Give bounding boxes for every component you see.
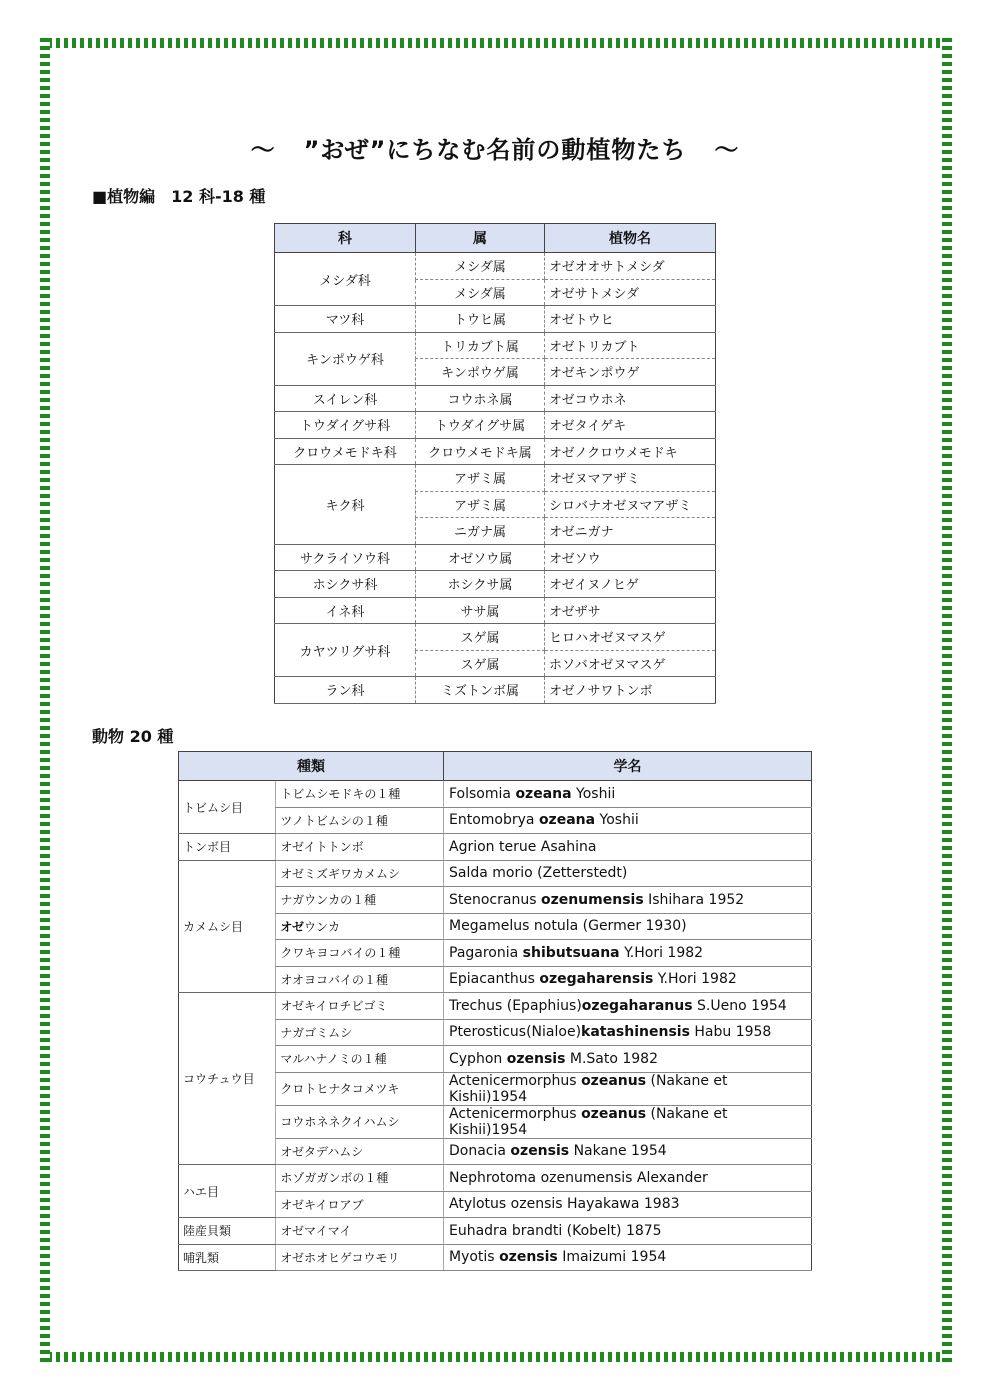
text-run: オゼキイロアブ	[280, 1197, 364, 1212]
text-run: トビムシモドキの１種	[280, 787, 401, 802]
plant-header-genus: 属	[416, 224, 545, 253]
text-run: Actenicermorphus	[449, 1072, 582, 1089]
animal-scientific-name-cell	[444, 807, 812, 834]
plant-family-cell: クロウメモドキ科	[275, 438, 416, 465]
bold-text: ozeana	[538, 812, 596, 829]
animal-order-cell: ハエ目	[179, 1165, 276, 1218]
plant-family-cell: カヤツリグサ科	[275, 624, 416, 677]
animal-japanese-name-cell	[276, 1072, 444, 1105]
border-left	[40, 38, 50, 1362]
text-run: Entomobrya	[449, 812, 539, 829]
animal-japanese-name-cell	[276, 1105, 444, 1138]
plant-name-cell: オゼトウヒ	[545, 306, 716, 333]
bold-text: ozenumensis	[540, 891, 644, 908]
text-run: Euhadra brandti (Kobelt) 1875	[449, 1222, 662, 1239]
text-run: Folsomia	[449, 785, 516, 802]
animal-header-scientific: 学名	[444, 752, 812, 781]
table-row	[275, 544, 716, 571]
plant-family-cell: イネ科	[275, 597, 416, 624]
plant-name-cell: オゼコウホネ	[545, 385, 716, 412]
text-run: M.Sato 1982	[565, 1050, 659, 1067]
animal-scientific-name-cell	[444, 1072, 812, 1105]
bold-text: ozensis	[510, 1143, 570, 1160]
text-run: ツノトビムシの１種	[280, 813, 388, 828]
plant-genus-cell: スゲ属	[416, 650, 545, 677]
animal-order-cell: トンボ目	[179, 834, 276, 861]
table-row	[275, 624, 716, 651]
table-row	[179, 1165, 812, 1192]
animal-scientific-name-cell	[444, 887, 812, 914]
animal-scientific-name-cell	[444, 1244, 812, 1271]
bold-text: ozeana	[515, 785, 572, 802]
animal-japanese-name-cell	[276, 1165, 444, 1192]
text-run: Actenicermorphus	[449, 1105, 582, 1122]
text-run: オゼミズギワカメムシ	[280, 866, 401, 881]
plant-genus-cell: ササ属	[416, 597, 545, 624]
plant-name-cell: オゼイヌノヒゲ	[545, 571, 716, 598]
text-run: Imaizumi 1954	[557, 1249, 667, 1266]
plant-genus-cell: クロウメモドキ属	[416, 438, 545, 465]
table-row	[179, 781, 812, 808]
bold-text: ozegaharensis	[539, 971, 654, 988]
plant-family-cell: ホシクサ科	[275, 571, 416, 598]
animal-order-cell: コウチュウ目	[179, 993, 276, 1165]
text-run: ホゾガガンボの１種	[280, 1171, 389, 1186]
plant-genus-cell: トウダイグサ属	[416, 412, 545, 439]
table-row	[275, 306, 716, 333]
plant-genus-cell: キンポウゲ属	[416, 359, 545, 386]
plant-header-name: 植物名	[545, 224, 716, 253]
plant-name-cell: オゼトリカブト	[545, 332, 716, 359]
animal-scientific-name-cell	[444, 940, 812, 967]
animal-japanese-name-cell	[276, 860, 444, 887]
plant-name-cell: オゼタイゲキ	[545, 412, 716, 439]
animal-japanese-name-cell	[276, 966, 444, 993]
animal-japanese-name-cell	[276, 1191, 444, 1218]
text-run: Trechus (Epaphius)	[449, 997, 582, 1014]
plant-genus-cell: アザミ属	[416, 465, 545, 492]
plant-name-cell: オゼオオサトメシダ	[545, 253, 716, 280]
plant-name-cell: オゼソウ	[545, 544, 716, 571]
text-run: S.Ueno 1954	[692, 997, 787, 1014]
text-run: オゼホオヒゲコウモリ	[280, 1250, 400, 1265]
plant-family-cell: ラン科	[275, 677, 416, 704]
plant-name-cell: ホソバオゼヌマスゲ	[545, 650, 716, 677]
text-run: Salda morio (Zetterstedt)	[449, 865, 628, 882]
bold-text: ozeanus	[581, 1105, 647, 1122]
animal-japanese-name-cell	[276, 807, 444, 834]
table-row	[179, 993, 812, 1020]
animals-heading: 動物 20 種	[92, 727, 174, 746]
animal-japanese-name-cell	[276, 913, 444, 940]
text-run: Nakane 1954	[569, 1143, 667, 1160]
plant-name-cell: ヒロハオゼヌマスゲ	[545, 624, 716, 651]
bold-text: ozensis	[499, 1249, 558, 1266]
text-run: コウホネネクイハムシ	[280, 1115, 400, 1129]
table-row	[179, 834, 812, 861]
text-run: Pterosticus(Nialoe)	[449, 1024, 582, 1041]
table-row	[275, 385, 716, 412]
animal-scientific-name-cell	[444, 913, 812, 940]
animal-scientific-name-cell	[444, 1218, 812, 1245]
bold-text: ozegaharanus	[581, 997, 693, 1014]
text-run: Myotis	[449, 1249, 500, 1266]
text-run: Pagaronia	[449, 944, 523, 961]
animal-japanese-name-cell	[276, 940, 444, 967]
animal-scientific-name-cell	[444, 1165, 812, 1192]
animal-scientific-name-cell	[444, 1019, 812, 1046]
plants-heading: ■植物編 12 科-18 種	[92, 187, 266, 206]
animal-scientific-name-cell	[444, 993, 812, 1020]
table-row	[275, 465, 716, 492]
animal-japanese-name-cell	[276, 1019, 444, 1046]
text-run: クロトヒナタコメツキ	[280, 1082, 400, 1096]
plant-genus-cell: ニガナ属	[416, 518, 545, 545]
text-run: Y.Hori 1982	[619, 944, 704, 961]
plant-name-cell: オゼニガナ	[545, 518, 716, 545]
plant-name-cell: シロバナオゼヌマアザミ	[545, 491, 716, 518]
text-run: ナガゴミムシ	[280, 1025, 353, 1040]
animal-scientific-name-cell	[444, 1046, 812, 1073]
animal-japanese-name-cell	[276, 1244, 444, 1271]
text-run: Yoshii	[571, 785, 616, 802]
animal-scientific-name-cell	[444, 860, 812, 887]
text-run: Nephrotoma ozenumensis Alexander	[449, 1169, 708, 1186]
text-run: Atylotus ozensis Hayakawa 1983	[449, 1196, 680, 1213]
table-row	[179, 860, 812, 887]
animal-scientific-name-cell	[444, 1105, 812, 1138]
plant-header-family: 科	[275, 224, 416, 253]
plant-name-cell: オゼキンポウゲ	[545, 359, 716, 386]
plant-genus-cell: メシダ属	[416, 279, 545, 306]
text-run: ウンカ	[304, 919, 341, 934]
table-row	[275, 438, 716, 465]
bold-text: オゼ	[280, 919, 304, 934]
text-run: Ishihara 1952	[643, 891, 745, 908]
animal-japanese-name-cell	[276, 1138, 444, 1165]
plant-table-body	[275, 253, 716, 704]
plant-family-cell: マツ科	[275, 306, 416, 333]
text-run: マルハナノミの１種	[280, 1052, 387, 1067]
text-run: Stenocranus	[449, 891, 541, 908]
table-row	[275, 412, 716, 439]
plant-name-cell: オゼヌマアザミ	[545, 465, 716, 492]
bold-text: ozeanus	[581, 1072, 647, 1089]
plant-genus-cell: アザミ属	[416, 491, 545, 518]
animal-japanese-name-cell	[276, 1046, 444, 1073]
text-run: オゼマイマイ	[280, 1224, 352, 1239]
text-run: (Nakane et Kishii)1954	[449, 1105, 728, 1138]
plant-family-cell: スイレン科	[275, 385, 416, 412]
plant-family-cell: トウダイグサ科	[275, 412, 416, 439]
text-run: ナガウンカの１種	[280, 893, 377, 908]
animal-order-cell: トビムシ目	[179, 781, 276, 834]
page-title	[0, 130, 990, 165]
text-run: オオヨコバイの１種	[280, 972, 389, 987]
title-tilde-left: ～	[250, 136, 276, 164]
animal-japanese-name-cell	[276, 781, 444, 808]
animal-table-header-row	[179, 752, 812, 781]
animal-japanese-name-cell	[276, 993, 444, 1020]
plant-genus-cell: メシダ属	[416, 253, 545, 280]
bold-text: shibutsuana	[522, 944, 620, 961]
animal-scientific-name-cell	[444, 1191, 812, 1218]
animal-order-cell: 陸産貝類	[179, 1218, 276, 1245]
animal-order-cell: カメムシ目	[179, 860, 276, 993]
plant-genus-cell: スゲ属	[416, 624, 545, 651]
text-run: (Nakane et Kishii)1954	[449, 1072, 728, 1105]
plant-genus-cell: ミズトンボ属	[416, 677, 545, 704]
title-tilde-right: ～	[714, 136, 740, 164]
bold-text: katashinensis	[581, 1024, 690, 1041]
table-row	[275, 571, 716, 598]
text-run: オゼイトトンボ	[280, 840, 364, 855]
plant-name-cell: オゼノクロウメモドキ	[545, 438, 716, 465]
title-text: ”おぜ”にちなむ名前の動植物たち	[303, 136, 687, 164]
plant-table	[274, 223, 716, 704]
table-row	[275, 332, 716, 359]
animal-scientific-name-cell	[444, 966, 812, 993]
plant-table-header-row	[275, 224, 716, 253]
animal-scientific-name-cell	[444, 1138, 812, 1165]
border-top	[40, 38, 952, 48]
text-run: Yoshii	[595, 812, 639, 829]
text-run: Habu 1958	[689, 1024, 772, 1041]
plant-family-cell: サクライソウ科	[275, 544, 416, 571]
text-run: Cyphon	[449, 1050, 507, 1067]
text-run: Megamelus notula (Germer 1930)	[449, 918, 687, 935]
text-run: Y.Hori 1982	[653, 971, 737, 988]
animal-scientific-name-cell	[444, 834, 812, 861]
text-run: オゼキイロチビゴミ	[280, 999, 388, 1014]
table-row	[275, 597, 716, 624]
plant-genus-cell: ホシクサ属	[416, 571, 545, 598]
animal-japanese-name-cell	[276, 887, 444, 914]
text-run: Epiacanthus	[449, 971, 540, 988]
text-run: Donacia	[449, 1143, 511, 1160]
table-row	[275, 677, 716, 704]
animal-table	[178, 751, 812, 1271]
border-bottom	[40, 1352, 952, 1362]
text-run: オゼタデハムシ	[280, 1144, 364, 1159]
animal-table-body	[179, 781, 812, 1271]
plant-genus-cell: トウヒ属	[416, 306, 545, 333]
animal-header-kind: 種類	[179, 752, 444, 781]
text-run: クワキヨコバイの１種	[280, 946, 401, 961]
plant-genus-cell: コウホネ属	[416, 385, 545, 412]
animal-japanese-name-cell	[276, 1218, 444, 1245]
plant-genus-cell: オゼソウ属	[416, 544, 545, 571]
animal-japanese-name-cell	[276, 834, 444, 861]
text-run: Agrion terue Asahina	[449, 838, 597, 855]
plant-family-cell: メシダ科	[275, 253, 416, 306]
table-row	[179, 1218, 812, 1245]
plant-family-cell: キク科	[275, 465, 416, 545]
plant-name-cell: オゼザサ	[545, 597, 716, 624]
plant-family-cell: キンポウゲ科	[275, 332, 416, 385]
table-row	[179, 1244, 812, 1271]
bold-text: ozensis	[506, 1050, 566, 1067]
plant-name-cell: オゼノサワトンボ	[545, 677, 716, 704]
table-row	[275, 253, 716, 280]
animal-scientific-name-cell	[444, 781, 812, 808]
plant-genus-cell: トリカブト属	[416, 332, 545, 359]
plant-name-cell: オゼサトメシダ	[545, 279, 716, 306]
border-right	[942, 38, 952, 1362]
animal-order-cell: 哺乳類	[179, 1244, 276, 1271]
